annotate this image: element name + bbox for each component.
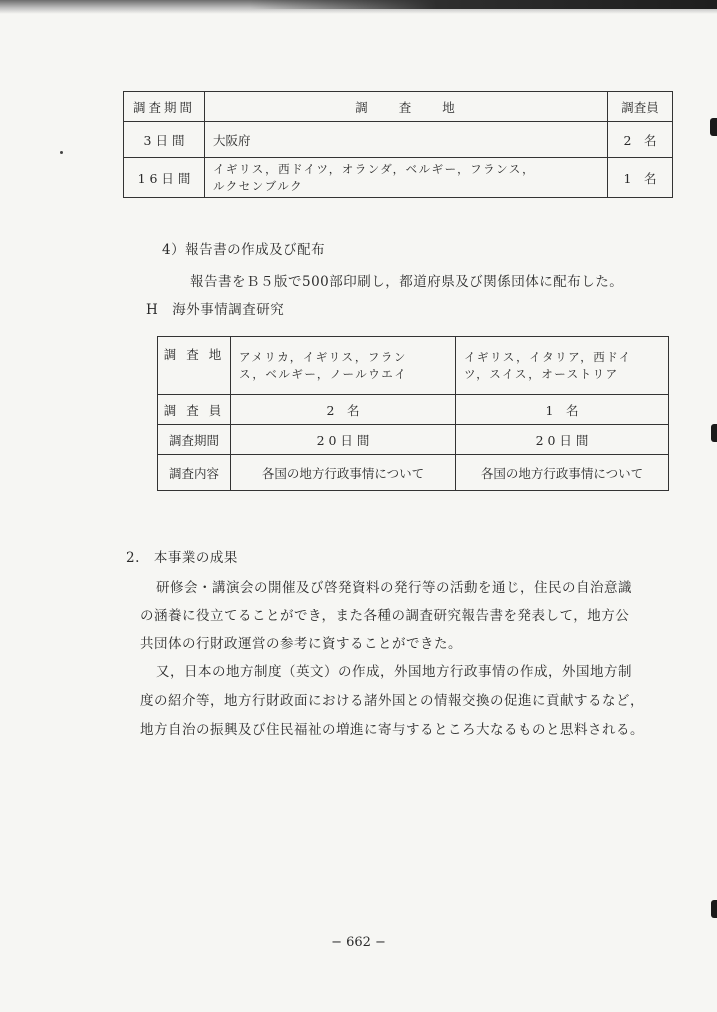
section-2-heading: 2. 本事業の成果 [126, 550, 238, 566]
cell-staff: 2 名 [231, 395, 456, 425]
table-row [158, 425, 669, 455]
cell-staff: 1 名 [456, 395, 669, 425]
table-header-row [124, 92, 673, 122]
paragraph-line: 又，日本の地方制度（英文）の作成，外国地方行政事情の作成，外国地方制 [156, 664, 632, 680]
cell-period: 1 6 日 間 [124, 158, 205, 198]
cell-staff: 1 名 [608, 158, 673, 198]
cell-location: アメリカ，イギリス，フラン ス，ベルギー，ノールウエイ [231, 337, 456, 395]
page-number: − 662 − [331, 935, 386, 950]
section-h-heading: H 海外事情調査研究 [146, 302, 285, 318]
cell-period: 2 0 日 間 [456, 425, 669, 455]
cell-location: 大阪府 [205, 122, 608, 158]
cell-location: イギリス，西ドイツ，オランダ，ベルギー，フランス， ルクセンブルク [205, 158, 608, 198]
cell-location: イギリス，イタリア，西ドイ ツ，スイス，オーストリア [456, 337, 669, 395]
paragraph-line: 研修会・講演会の開催及び啓発資料の発行等の活動を通じ，住民の自治意識 [156, 580, 632, 596]
table-row [158, 337, 669, 395]
cell-period: 2 0 日 間 [231, 425, 456, 455]
header-location: 調 査 地 [205, 92, 608, 122]
header-period: 調査期間 [124, 92, 205, 122]
header-staff: 調査員 [608, 92, 673, 122]
binder-hole-top [710, 118, 717, 136]
overseas-survey-table [157, 336, 669, 491]
label-location: 調 査 地 [158, 337, 231, 395]
table-row [158, 455, 669, 491]
label-staff: 調 査 員 [158, 395, 231, 425]
scan-speck [60, 151, 63, 154]
section-4-body: 報告書をＢ５版で500部印刷し，都道府県及び関係団体に配布した。 [190, 274, 624, 290]
paragraph-line: 地方自治の振興及び住民福祉の増進に寄与するところ大なるものと思料される。 [140, 722, 644, 738]
table-row [158, 395, 669, 425]
label-period: 調査期間 [158, 425, 231, 455]
cell-period: 3 日 間 [124, 122, 205, 158]
section-4-heading: 4）報告書の作成及び配布 [162, 242, 326, 258]
paragraph-line: 共団体の行財政運営の参考に資することができた。 [140, 636, 462, 652]
cell-staff: 2 名 [608, 122, 673, 158]
binder-hole-bottom [711, 900, 717, 918]
page-scan-edge [0, 0, 717, 14]
paragraph-line: の涵養に役立てることができ，また各種の調査研究報告書を発表して，地方公 [140, 608, 630, 624]
cell-content: 各国の地方行政事情について [456, 455, 669, 491]
binder-hole-middle [711, 424, 717, 442]
label-content: 調査内容 [158, 455, 231, 491]
cell-content: 各国の地方行政事情について [231, 455, 456, 491]
paragraph-line: 度の紹介等，地方行財政面における諸外国との情報交換の促進に貢献するなど， [140, 693, 644, 709]
table-row [124, 158, 673, 198]
survey-table [123, 91, 673, 198]
table-row [124, 122, 673, 158]
